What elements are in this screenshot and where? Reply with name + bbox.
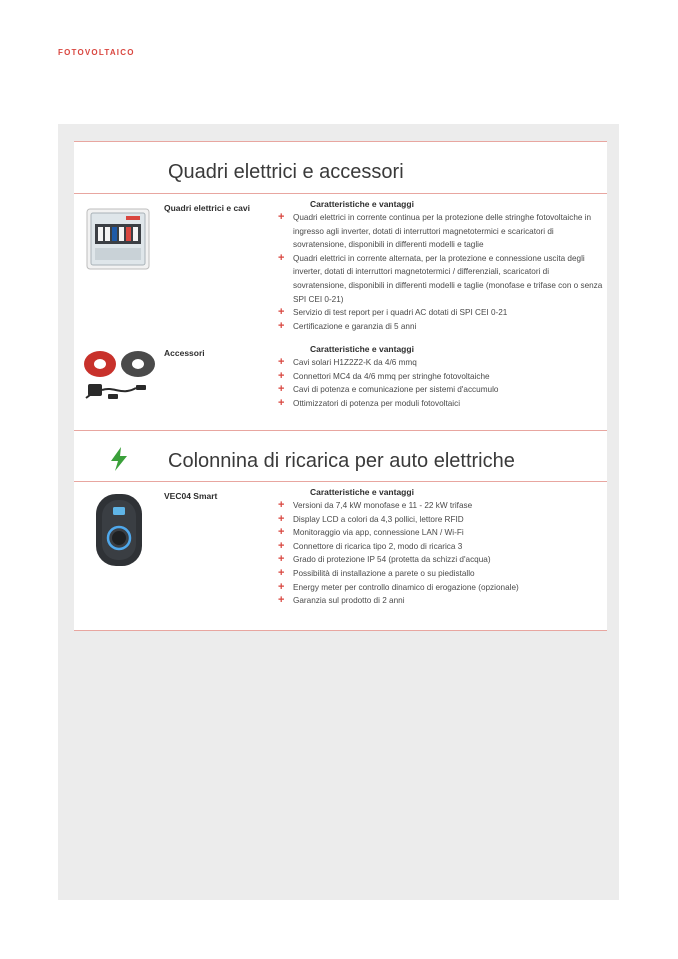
product-name: VEC04 Smart <box>164 491 218 501</box>
feature-item: + Quadri elettrici in corrente alternata, per la protezione e connessione uscita degli inverter, dotati di interruttori magnetotermici / differenziali, scaricatori di sovratensione, disponibili in differenti modelli e taglie (monofase e trifase con o senza SPI CEI 0-21) <box>278 251 603 304</box>
plus-icon: + <box>278 539 285 552</box>
plus-icon: + <box>278 306 285 319</box>
features-heading: Caratteristiche e vantaggi <box>310 344 414 354</box>
plus-icon: + <box>278 383 285 396</box>
plus-icon: + <box>278 211 285 223</box>
features-list <box>278 499 604 608</box>
feature-item: + Cavi di potenza e comunicazione per sistemi d'accumulo <box>278 383 499 396</box>
charging-station-image <box>94 492 144 568</box>
feature-item: + Display LCD a colori da 4,3 pollici, lettore RFID <box>278 512 464 525</box>
feature-item: + Cavi solari H1Z2Z2-K da 4/6 mmq <box>278 356 417 368</box>
feature-item: + Servizio di test report per i quadri AC dotati di SPI CEI 0-21 <box>278 306 508 319</box>
category-label: FOTOVOLTAICO <box>58 48 135 57</box>
feature-item: + Quadri elettrici in corrente continua per la protezione delle stringhe fotovoltaiche in ingresso agli inverter, dotati di interruttori magnetotermici e scaricatori di sovratensione, disponibili in differenti modelli e taglie <box>278 211 592 250</box>
plus-icon: + <box>278 369 285 382</box>
product-card <box>74 141 607 631</box>
plus-icon: + <box>278 319 285 332</box>
product-name: Quadri elettrici e cavi <box>164 203 250 213</box>
feature-item: + Ottimizzatori di potenza per moduli fotovoltaici <box>278 396 461 409</box>
feature-item: + Versioni da 7,4 kW monofase e 11 - 22 kW trifase <box>278 499 473 511</box>
section-title: Colonnina di ricarica per auto elettriche <box>168 450 515 472</box>
feature-item: + Grado di protezione IP 54 (protetta da schizzi d'acqua) <box>278 553 491 566</box>
features-heading: Caratteristiche e vantaggi <box>310 199 414 209</box>
plus-icon: + <box>278 396 285 409</box>
plus-icon: + <box>278 553 285 566</box>
feature-item: + Garanzia sul prodotto di 2 anni <box>278 594 405 607</box>
features-list <box>278 356 604 410</box>
plus-icon: + <box>278 499 285 511</box>
plus-icon: + <box>278 526 285 539</box>
electrical-panel-image <box>86 208 150 270</box>
feature-item: + Connettore di ricarica tipo 2, modo di ricarica 3 <box>278 539 463 552</box>
solar-cables-image <box>82 348 158 404</box>
product-name: Accessori <box>164 348 205 358</box>
plus-icon: + <box>278 356 285 368</box>
section-title: Quadri elettrici e accessori <box>168 161 404 183</box>
feature-item: + Energy meter per controllo dinamico di erogazione (opzionale) <box>278 580 519 593</box>
plus-icon: + <box>278 566 285 579</box>
plus-icon: + <box>278 251 285 264</box>
section-header-quadri <box>74 142 607 194</box>
feature-item: + Connettori MC4 da 4/6 mmq per stringhe fotovoltaiche <box>278 369 490 382</box>
features-list <box>278 211 604 333</box>
feature-item: + Monitoraggio via app, connessione LAN / Wi-Fi <box>278 526 464 539</box>
feature-item: + Possibilità di installazione a parete o su piedistallo <box>278 566 475 579</box>
feature-item: + Certificazione e garanzia di 5 anni <box>278 319 417 332</box>
plus-icon: + <box>278 512 285 525</box>
section-header-colonnina <box>74 430 607 482</box>
features-heading: Caratteristiche e vantaggi <box>310 487 414 497</box>
plus-icon: + <box>278 594 285 607</box>
plus-icon: + <box>278 580 285 593</box>
